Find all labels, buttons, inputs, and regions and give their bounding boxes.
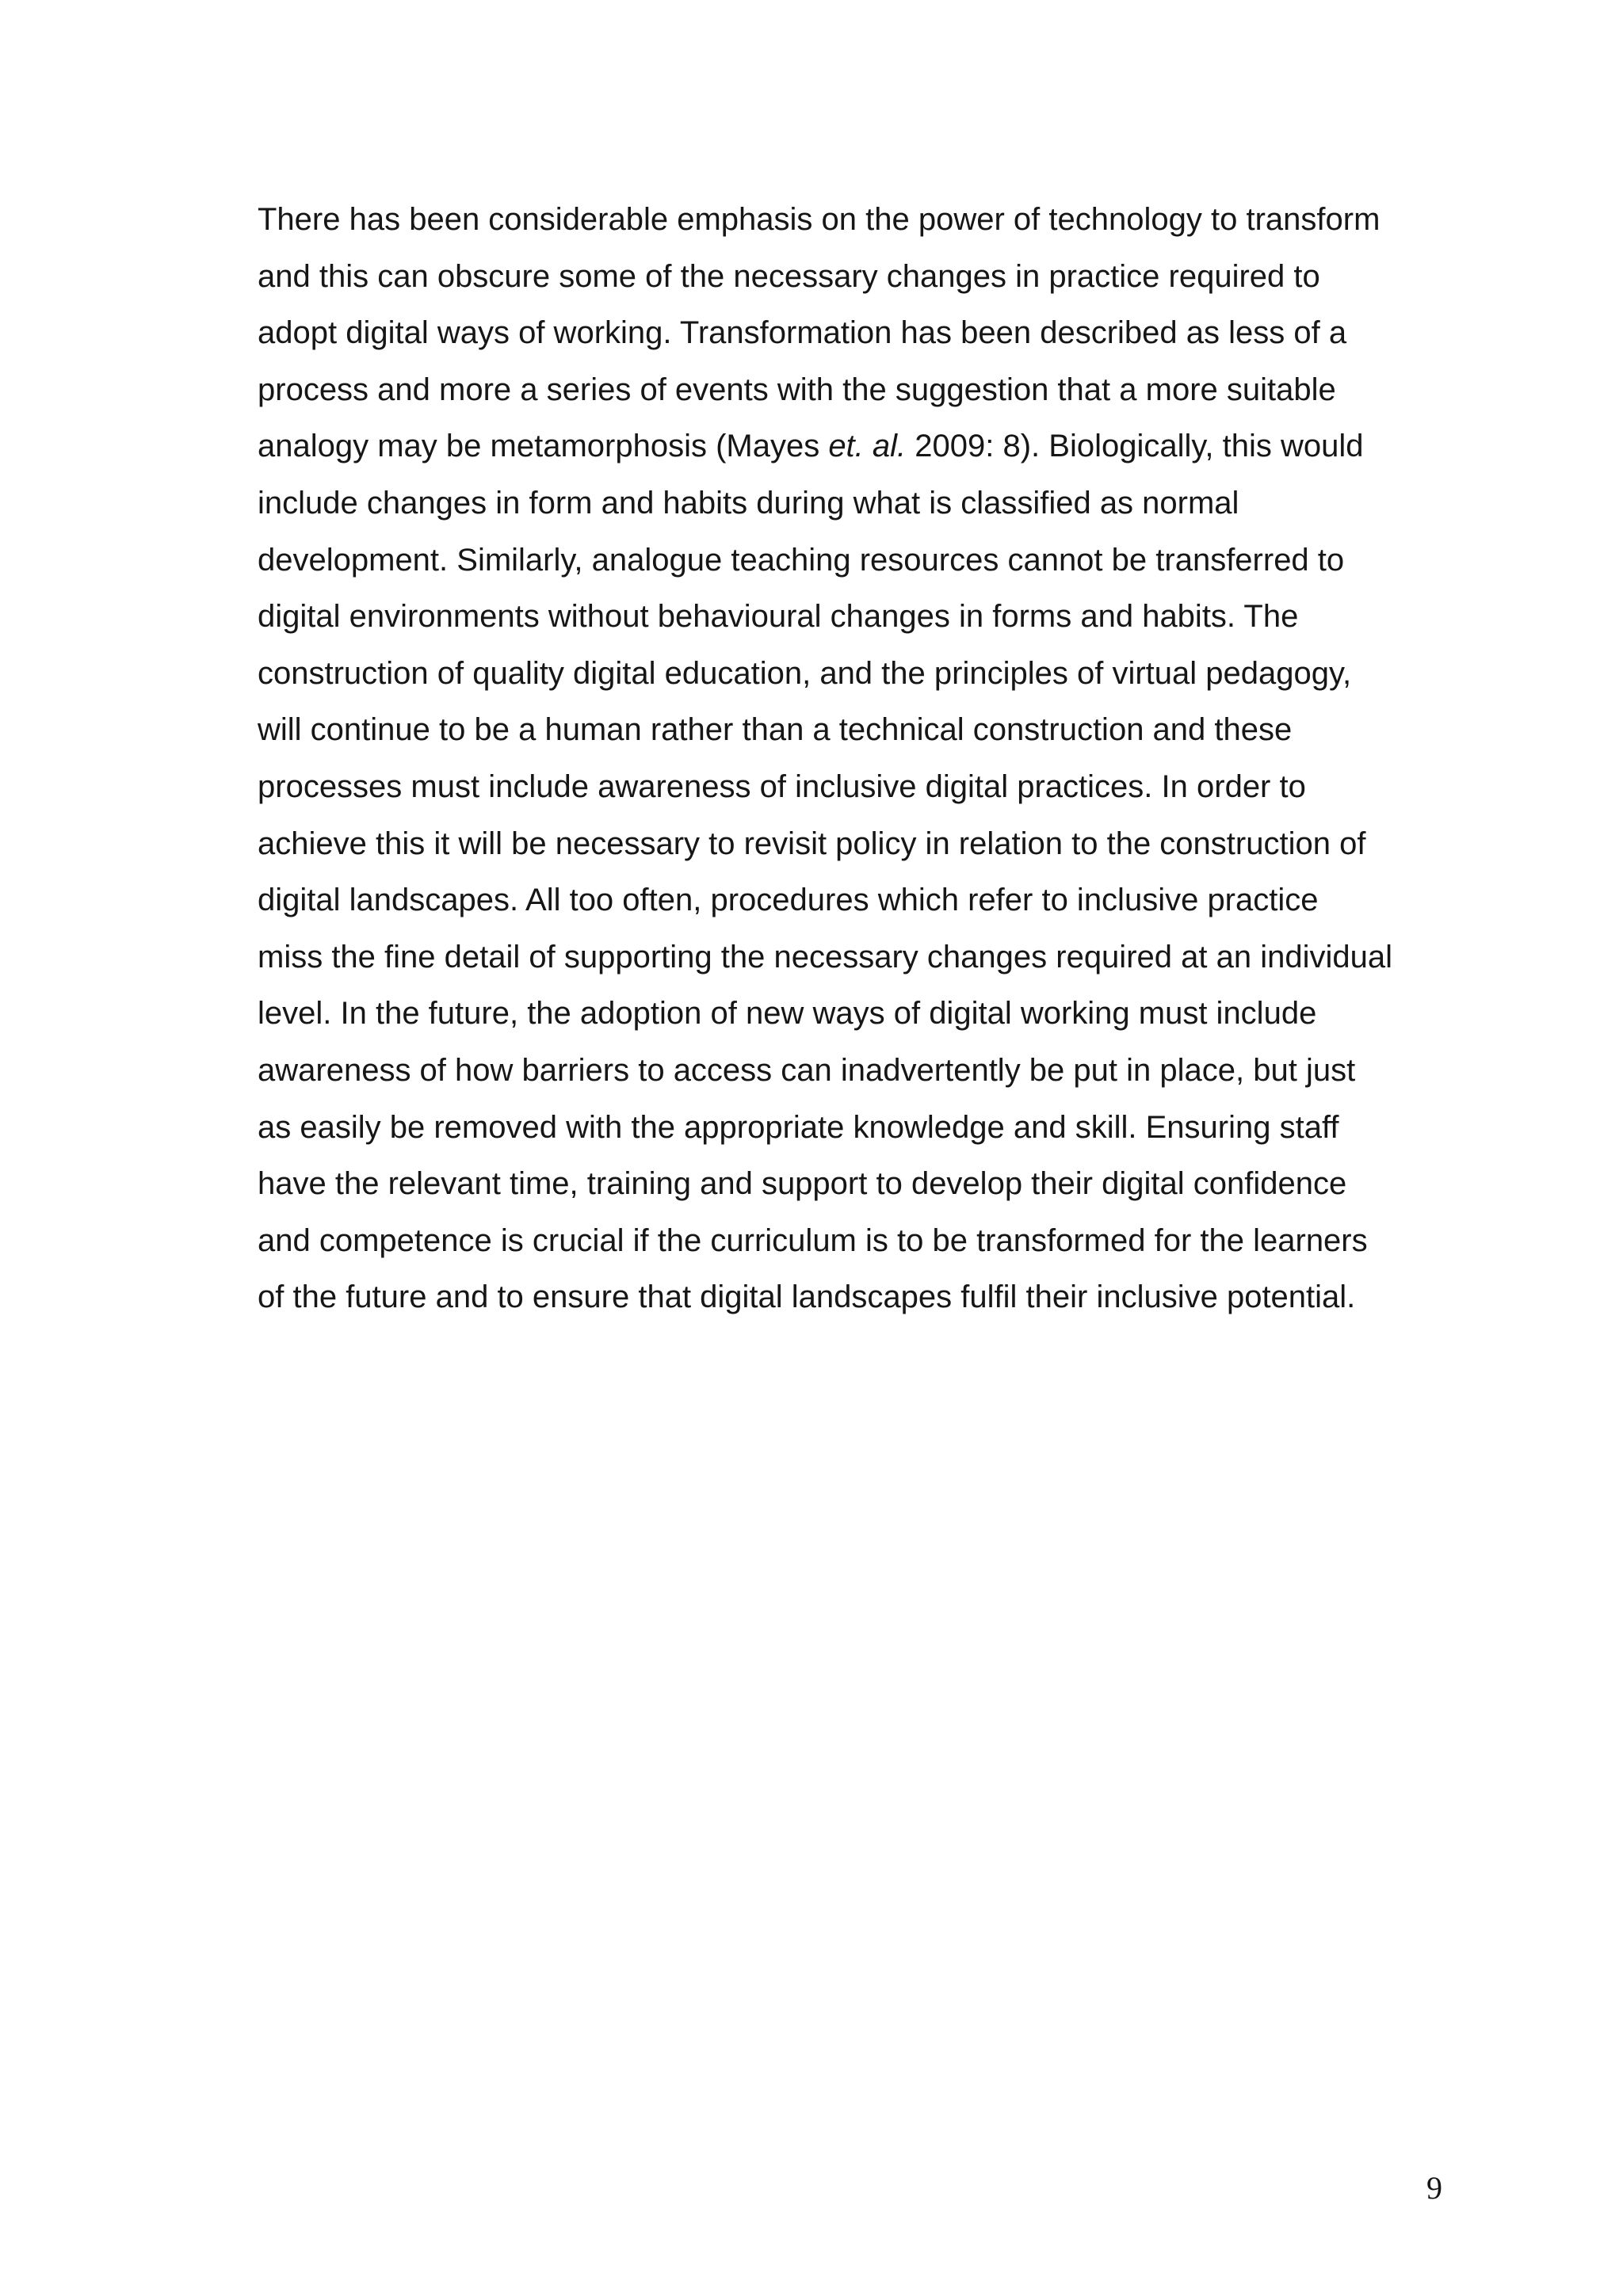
paragraph-line: adopt digital ways of working. Transformation has been described as less of a [258, 315, 1347, 351]
paragraph-line: processes must include awareness of inclusive digital practices. In order to [258, 769, 1306, 804]
paragraph-line-citation [258, 418, 1446, 475]
body-paragraph [258, 192, 1446, 1326]
paragraph-line: process and more a series of events with the suggestion that a more suitable [258, 372, 1336, 407]
paragraph-line: awareness of how barriers to access can inadvertently be put in place, but just [258, 1052, 1356, 1088]
paragraph-line: digital landscapes. All too often, procedures which refer to inclusive practice [258, 883, 1319, 918]
paragraph-line: of the future and to ensure that digital landscapes fulfil their inclusive potential. [258, 1280, 1356, 1315]
paragraph-line: have the relevant time, training and support to develop their digital confidence [258, 1166, 1347, 1202]
paragraph-line: will continue to be a human rather than a technical construction and these [258, 712, 1293, 748]
citation-text-after: 2009: 8). Biologically, this would [906, 429, 1364, 464]
paragraph-line: and competence is crucial if the curriculum is to be transformed for the learners [258, 1222, 1368, 1258]
page-number: 9 [1426, 2170, 1442, 2206]
citation-text-before: analogy may be metamorphosis (Mayes [258, 429, 829, 464]
citation-italic-et-al: et. al. [828, 429, 907, 464]
paragraph-line: miss the fine detail of supporting the necessary changes required at an individual [258, 939, 1392, 974]
paragraph-line: digital environments without behavioural changes in forms and habits. The [258, 599, 1299, 635]
paragraph-line: achieve this it will be necessary to revisit policy in relation to the construction of [258, 826, 1366, 861]
paragraph-line: There has been considerable emphasis on the power of technology to transform [258, 202, 1381, 237]
paragraph-line: include changes in form and habits during what is classified as normal [258, 485, 1239, 521]
paragraph-line: as easily be removed with the appropriate knowledge and skill. Ensuring staff [258, 1109, 1339, 1145]
paragraph-line: construction of quality digital education, and the principles of virtual pedagogy, [258, 655, 1352, 691]
paragraph-line: level. In the future, the adoption of new ways of digital working must include [258, 996, 1317, 1032]
paragraph-line: development. Similarly, analogue teaching resources cannot be transferred to [258, 542, 1345, 578]
paragraph-line: and this can obscure some of the necessary changes in practice required to [258, 258, 1320, 294]
